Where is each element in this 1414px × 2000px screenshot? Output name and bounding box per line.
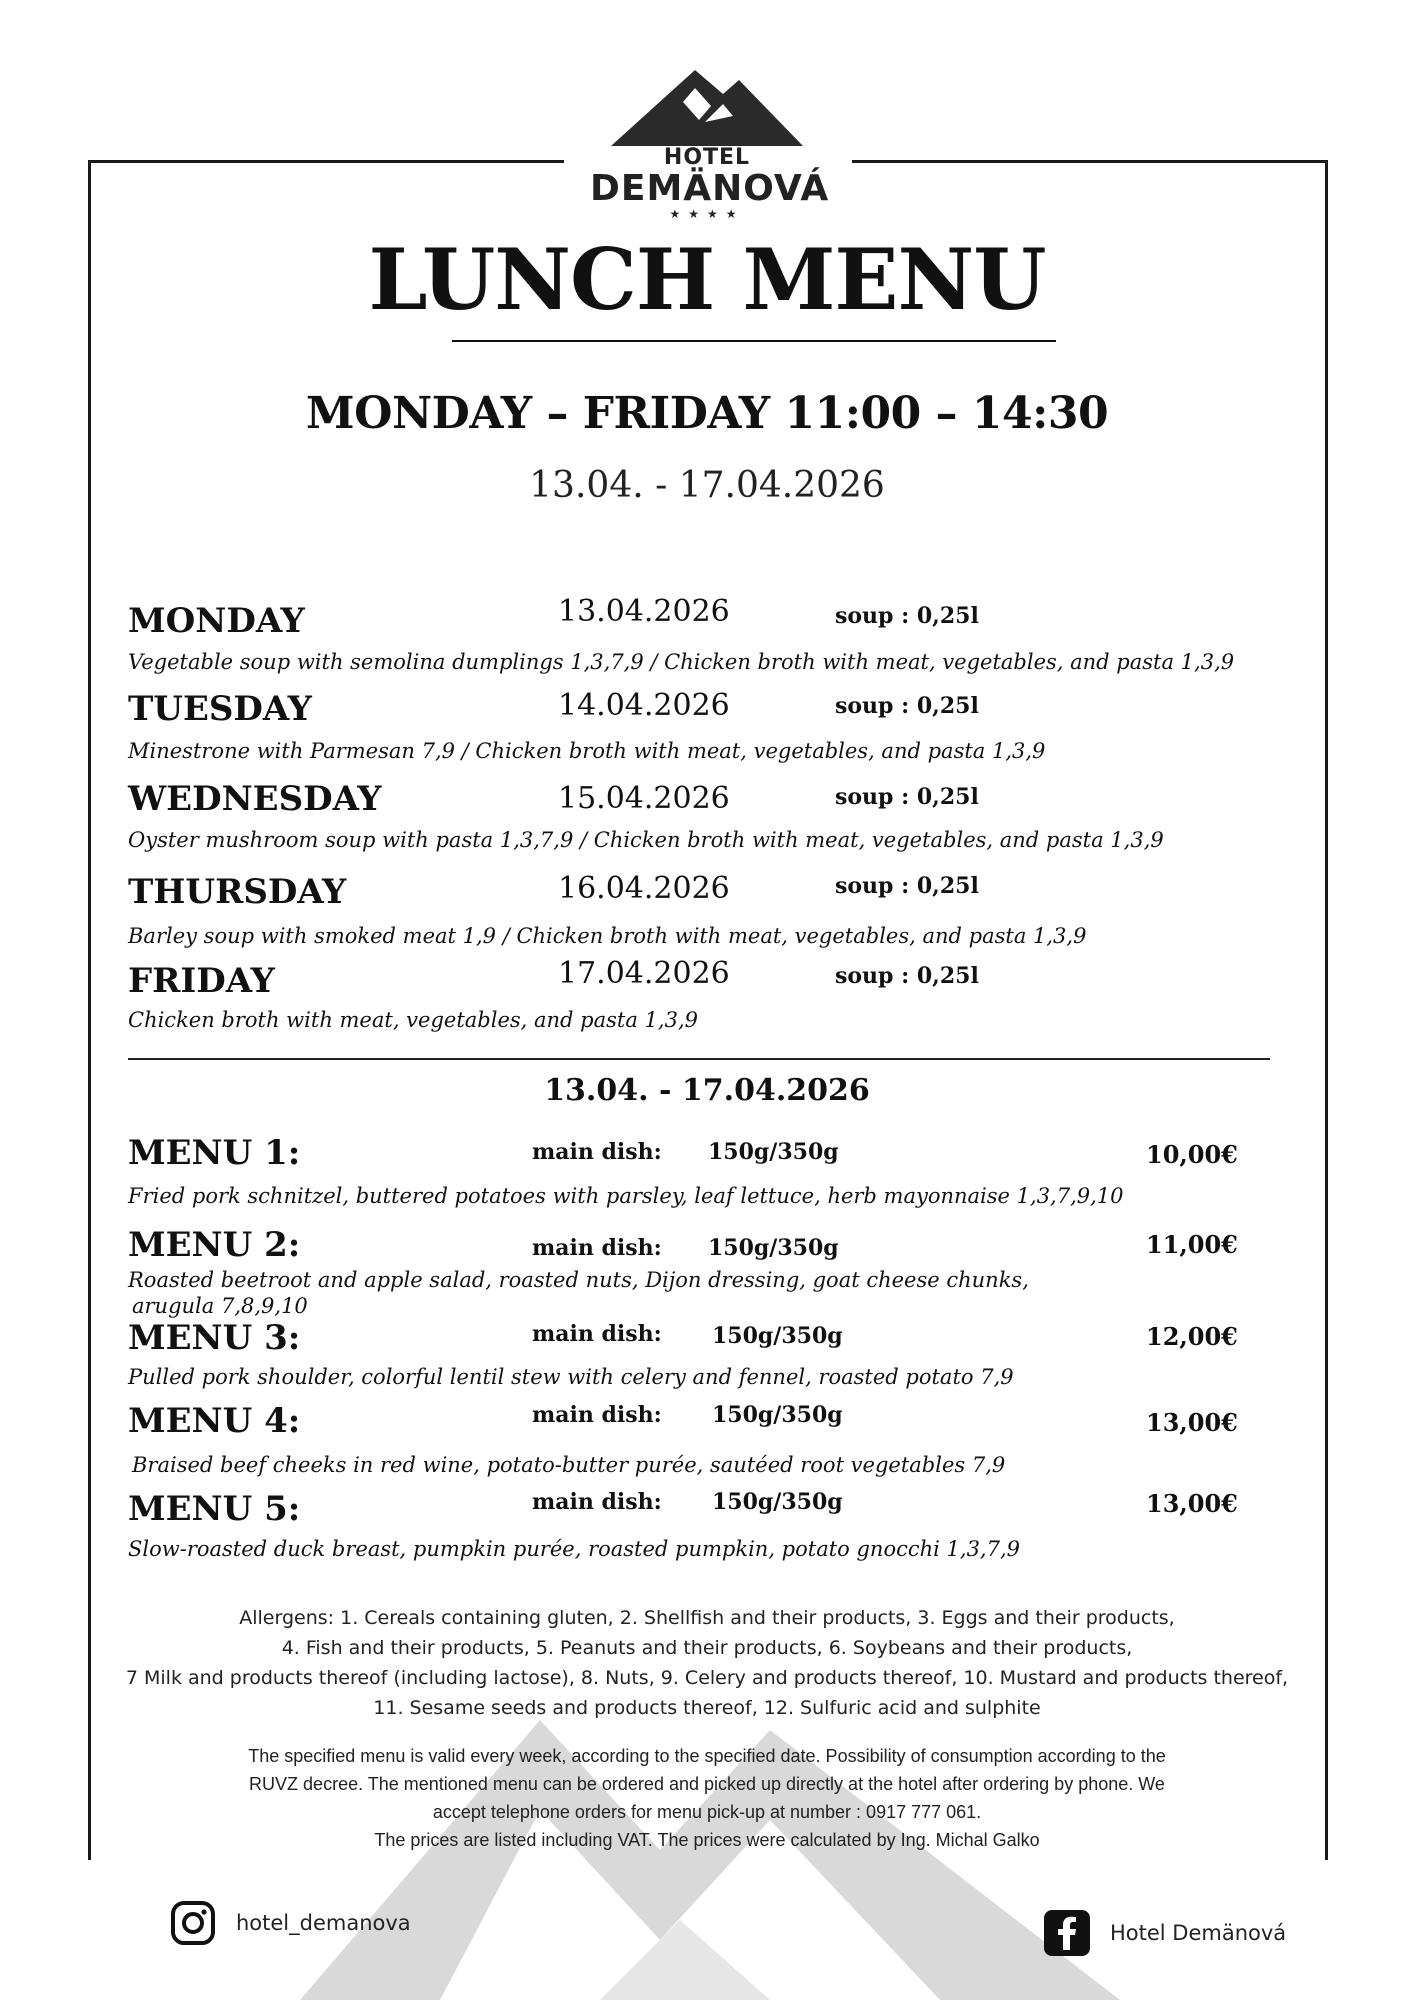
mountain-logo-icon	[607, 62, 807, 146]
opening-hours: MONDAY – FRIDAY 11:00 – 14:30	[305, 388, 1109, 439]
day-description: Minestrone with Parmesan 7,9 / Chicken broth with meat, vegetables, and pasta 1,3,9	[128, 739, 1046, 763]
day-soup-size: soup : 0,25l	[835, 693, 979, 719]
menu-price: 13,00€	[1146, 1489, 1238, 1518]
menu-name: MENU 2:	[128, 1225, 301, 1265]
note-line: The prices are listed including VAT. The prices were calculated by Ing. Michal Galko	[374, 1830, 1040, 1850]
allergens-line: 7 Milk and products thereof (including lactose), 8. Nuts, 9. Celery and products thereof, 10. Mustard and products thereof,	[125, 1667, 1289, 1689]
menu-weight: 150g/350g	[712, 1489, 843, 1515]
day-name: MONDAY	[128, 601, 305, 641]
day-name: FRIDAY	[128, 961, 275, 1001]
menu-week-range: 13.04. - 17.04.2026	[544, 1073, 870, 1108]
menu-main-label: main dish:	[532, 1139, 662, 1165]
page-title: LUNCH MENU	[368, 230, 1046, 329]
title-underline	[452, 340, 1056, 342]
menu-description: Slow-roasted duck breast, pumpkin purée, roasted pumpkin, potato gnocchi 1,3,7,9	[128, 1537, 1021, 1561]
day-name: WEDNESDAY	[128, 779, 382, 819]
menu-main-label: main dish:	[532, 1321, 662, 1347]
day-date: 15.04.2026	[558, 781, 730, 816]
menu-description: Fried pork schnitzel, buttered potatoes with parsley, leaf lettuce, herb mayonnaise 1,3,7,9,10	[128, 1184, 1124, 1208]
menu-main-label: main dish:	[532, 1489, 662, 1515]
day-date: 13.04.2026	[558, 594, 730, 629]
allergens-line: Allergens: 1. Cereals containing gluten, 2. Shellfish and their products, 3. Eggs and their products,	[239, 1607, 1175, 1629]
instagram-link[interactable]	[170, 1900, 411, 1946]
menu-price: 12,00€	[1146, 1322, 1238, 1351]
day-name: TUESDAY	[128, 689, 312, 729]
facebook-handle: Hotel Demänová	[1110, 1921, 1287, 1945]
allergens-line: 4. Fish and their products, 5. Peanuts and their products, 6. Soybeans and their products,	[281, 1637, 1133, 1659]
logo-hotel-text: HOTEL	[663, 145, 751, 170]
day-date: 16.04.2026	[558, 871, 730, 906]
hotel-logo	[590, 62, 830, 222]
facebook-icon	[1044, 1910, 1090, 1956]
logo-stars: ★★★★	[669, 207, 745, 221]
day-soup-size: soup : 0,25l	[835, 784, 979, 810]
menu-weight: 150g/350g	[708, 1139, 839, 1165]
day-date: 14.04.2026	[558, 688, 730, 723]
menu-name: MENU 3:	[128, 1318, 301, 1358]
menu-weight: 150g/350g	[712, 1402, 843, 1428]
day-soup-size: soup : 0,25l	[835, 963, 979, 989]
frame-top-right	[852, 160, 1328, 163]
menu-price: 13,00€	[1146, 1408, 1238, 1437]
menu-name: MENU 5:	[128, 1489, 301, 1529]
day-description: Chicken broth with meat, vegetables, and pasta 1,3,9	[128, 1008, 698, 1032]
menu-description: Roasted beetroot and apple salad, roasted nuts, Dijon dressing, goat cheese chunks,	[128, 1268, 1029, 1292]
menu-price: 11,00€	[1146, 1230, 1238, 1259]
menu-price: 10,00€	[1146, 1140, 1238, 1169]
note-line: The specified menu is valid every week, according to the specified date. Possibility of consumption according to the	[248, 1746, 1166, 1766]
week-range: 13.04. - 17.04.2026	[529, 465, 885, 506]
day-description: Vegetable soup with semolina dumplings 1,3,7,9 / Chicken broth with meat, vegetables, and pasta 1,3,9	[128, 650, 1235, 674]
day-date: 17.04.2026	[558, 956, 730, 991]
menu-weight: 150g/350g	[708, 1235, 839, 1261]
menu-description: Braised beef cheeks in red wine, potato-butter purée, sautéed root vegetables 7,9	[132, 1453, 1006, 1477]
instagram-icon	[170, 1900, 216, 1946]
facebook-link[interactable]	[1044, 1910, 1286, 1956]
allergens-line: 11. Sesame seeds and products thereof, 12. Sulfuric acid and sulphite	[373, 1697, 1041, 1719]
note-line: RUVZ decree. The mentioned menu can be ordered and picked up directly at the hotel after ordering by phone. We	[249, 1774, 1165, 1794]
day-description: Oyster mushroom soup with pasta 1,3,7,9 / Chicken broth with meat, vegetables, and pasta 1,3,9	[128, 828, 1164, 852]
note-line: accept telephone orders for menu pick-up at number : 0917 777 061.	[432, 1802, 982, 1822]
day-soup-size: soup : 0,25l	[835, 603, 979, 629]
menu-description-cont: arugula 7,8,9,10	[132, 1294, 308, 1318]
day-description: Barley soup with smoked meat 1,9 / Chicken broth with meat, vegetables, and pasta 1,3,9	[128, 924, 1087, 948]
menu-main-label: main dish:	[532, 1402, 662, 1428]
menu-name: MENU 1:	[128, 1133, 301, 1173]
day-name: THURSDAY	[128, 872, 347, 912]
menu-weight: 150g/350g	[712, 1323, 843, 1349]
instagram-handle: hotel_demanova	[236, 1911, 411, 1935]
menu-main-label: main dish:	[532, 1235, 662, 1261]
logo-name-text: DEMÄNOVÁ	[590, 168, 830, 209]
day-soup-size: soup : 0,25l	[835, 873, 979, 899]
menu-description: Pulled pork shoulder, colorful lentil stew with celery and fennel, roasted potato 7,9	[128, 1365, 1014, 1389]
menu-name: MENU 4:	[128, 1401, 301, 1441]
frame-top-left	[88, 160, 564, 163]
section-divider	[128, 1058, 1270, 1060]
